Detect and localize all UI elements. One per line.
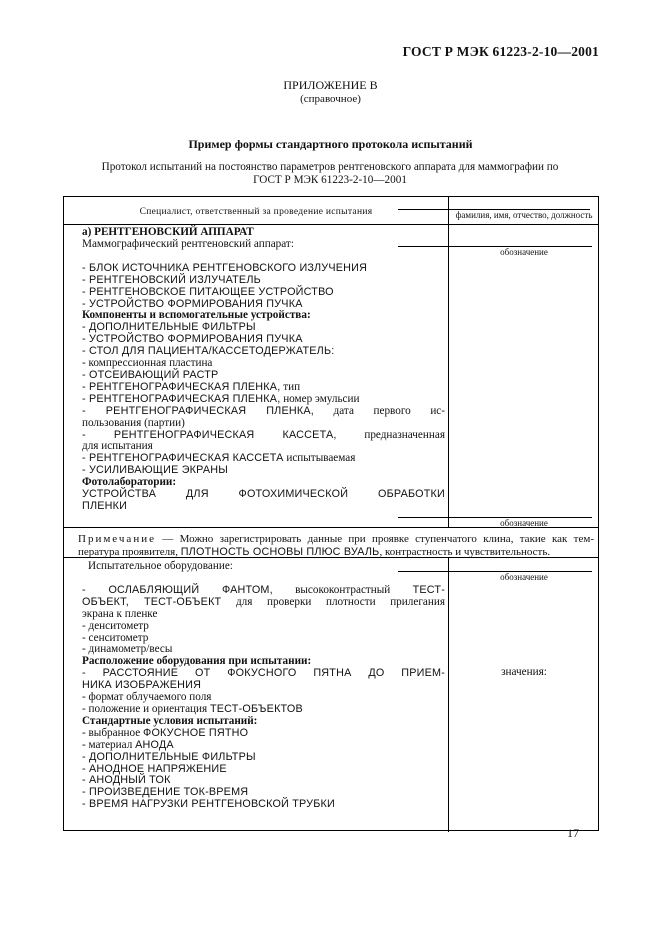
item-caps: ОБЪЕКТ, ТЕСТ-ОБЪЕКТ [82, 595, 222, 608]
list-item: - БЛОК ИСТОЧНИКА РЕНТГЕНОВСКОГО ИЗЛУЧЕНИЯ [82, 261, 368, 274]
item-text: дата первого ис- [313, 404, 445, 417]
list-item: - сенситометр [82, 631, 149, 644]
list-item: - ОТСЕИВАЮЩИЙ РАСТР [82, 368, 219, 381]
item-text: для проверки плотности прилегания [221, 595, 445, 608]
subtitle [80, 161, 580, 187]
column-divider [448, 557, 449, 832]
designation-caption: обозначение [500, 247, 548, 257]
note-label: Примечание [78, 533, 156, 545]
item-text: номер эмульсии [280, 392, 360, 405]
item-caps: - РЕНТГЕНОГРАФИЧЕСКАЯ ПЛЕНКА, [82, 404, 314, 417]
section-heading: а) РЕНТГЕНОВСКИЙ АППАРАТ [82, 226, 254, 238]
item-text: предназначенная [336, 428, 445, 441]
list-item-cont [82, 597, 445, 609]
appendix-type: (справочное) [300, 93, 361, 105]
item-text: - положение и ориентация [82, 702, 210, 715]
protocol-table [63, 196, 599, 831]
note-line [78, 533, 594, 546]
list-item: - ВРЕМЯ НАГРУЗКИ РЕНТГЕНОВСКОЙ ТРУБКИ [82, 798, 335, 811]
list-item: - РЕНТГЕНОВСКОЕ ПИТАЮЩЕЕ УСТРОЙСТВО [82, 285, 334, 298]
list-item: - ДОПОЛНИТЕЛЬНЫЕ ФИЛЬТРЫ [82, 750, 256, 763]
values-label: значения: [501, 666, 547, 678]
item-caps: - РЕНТГЕНОГРАФИЧЕСКАЯ ПЛЕНКА, [82, 392, 281, 405]
list-item: - динамометр/весы [82, 643, 173, 656]
list-item-cont: пользования (партии) [82, 416, 185, 429]
item-caps: - ОСЛАБЛЯЮЩИЙ ФАНТОМ, [82, 583, 273, 596]
item-caps: ТЕСТ- [412, 583, 445, 596]
item-text: - материал [82, 738, 136, 751]
list-item: - ПРОИЗВЕДЕНИЕ ТОК-ВРЕМЯ [82, 786, 249, 799]
list-item-cont: для испытания [82, 440, 153, 453]
list-item: - СТОЛ ДЛЯ ПАЦИЕНТА/КАССЕТОДЕРЖАТЕЛЬ: [82, 345, 335, 358]
item-caps: ТЕСТ-ОБЪЕКТОВ [209, 702, 303, 715]
list-item [82, 406, 445, 418]
section-xray-apparatus [82, 227, 445, 513]
section-test-equipment [82, 561, 445, 811]
list-item-cont: экрана к пленке [82, 607, 158, 620]
row-divider [64, 224, 598, 225]
item-caps: АНОДА [135, 738, 174, 751]
list-item: - УСТРОЙСТВО ФОРМИРОВАНИЯ ПУЧКА [82, 297, 303, 310]
photolab-line: УСТРОЙСТВА ДЛЯ ФОТОХИМИЧЕСКОЙ ОБРАБОТКИ [82, 488, 445, 501]
components-heading: Компоненты и вспомогательные устройства: [82, 309, 311, 322]
list-item: - денситометр [82, 619, 149, 632]
item-text: тип [280, 380, 301, 393]
list-item: - УСИЛИВАЮЩИЕ ЭКРАНЫ [82, 464, 228, 477]
note [78, 533, 594, 558]
note-text: , контрастность и чувствительность. [379, 545, 551, 558]
designation-caption: обозначение [500, 572, 548, 582]
list-item: - РЕНТГЕНОВСКИЙ ИЗЛУЧАТЕЛЬ [82, 273, 261, 286]
item-caps: - РЕНТГЕНОГРАФИЧЕСКАЯ КАССЕТА, [82, 428, 337, 441]
note-line [78, 546, 594, 559]
list-item [82, 740, 445, 752]
photolab-heading: Фотолаборатории: [82, 476, 177, 489]
page-title: Пример формы стандартного протокола испытаний [188, 137, 473, 151]
item-text: высококонтрастный [272, 583, 413, 596]
note-caps: ПЛОТНОСТЬ ОСНОВЫ ПЛЮС ВУАЛЬ [180, 545, 380, 558]
note-text: пература проявителя, [78, 545, 181, 558]
subtitle-line: Протокол испытаний на постоянство параметров рентгеновского аппарата для маммографии по [101, 161, 559, 173]
appendix-label: ПРИЛОЖЕНИЕ В [283, 78, 378, 92]
conditions-heading: Стандартные условия испытаний: [82, 714, 258, 727]
arrangement-heading: Расположение оборудования при испытании: [82, 655, 312, 668]
responsible-specialist-label: Специалист, ответственный за проведение испытания [139, 207, 373, 217]
apparatus-label: Маммографический рентгеновский аппарат: [82, 237, 294, 250]
list-item: - АНОДНЫЙ ТОК [82, 774, 171, 787]
photolab-line: ПЛЕНКИ [82, 499, 128, 512]
item-text: - выбранное [82, 726, 144, 739]
item-caps: - РЕНТГЕНОГРАФИЧЕСКАЯ ПЛЕНКА, [82, 380, 281, 393]
designation-caption: обозначение [500, 518, 548, 528]
document-header: ГОСТ Р МЭК 61223-2-10—2001 [402, 44, 599, 59]
list-item: - формат облучаемого поля [82, 691, 212, 704]
list-item-cont: НИКА ИЗОБРАЖЕНИЯ [82, 679, 202, 692]
page-number: 17 [567, 826, 579, 840]
item-caps: - РЕНТГЕНОГРАФИЧЕСКАЯ КАССЕТА [82, 452, 284, 465]
subtitle-line: ГОСТ Р МЭК 61223-2-10—2001 [253, 174, 407, 186]
equipment-label: Испытательное оборудование: [88, 560, 233, 572]
note-text: — Можно зарегистрировать данные при проявке ступенчатого клина, такие как тем- [155, 533, 594, 545]
spacer [82, 251, 445, 263]
item-caps: ФОКУСНОЕ ПЯТНО [143, 726, 249, 739]
list-item: - УСТРОЙСТВО ФОРМИРОВАНИЯ ПУЧКА [82, 333, 303, 346]
list-item: - ДОПОЛНИТЕЛЬНЫЕ ФИЛЬТРЫ [82, 321, 256, 334]
list-item: - РАССТОЯНИЕ ОТ ФОКУСНОГО ПЯТНА ДО ПРИЕМ- [82, 667, 445, 680]
item-text: испытываемая [283, 452, 356, 465]
list-item: - компрессионная пластина [82, 357, 213, 370]
signature-caption: фамилия, имя, отчество, должность [455, 210, 593, 220]
list-item: - АНОДНОЕ НАПРЯЖЕНИЕ [82, 762, 227, 775]
